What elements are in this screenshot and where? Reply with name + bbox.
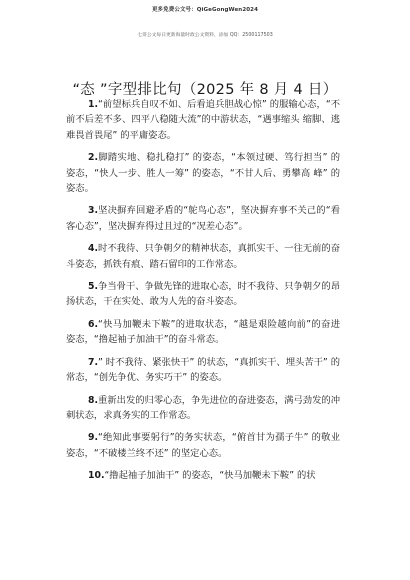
paragraph-text: “撸起袖子加油干” 的姿态，“快马加鞭未下鞍” 的状 (104, 470, 316, 482)
paragraph-number: 10. (88, 470, 105, 482)
paragraph-3 (66, 203, 340, 234)
paragraph-text: 坚决摒弃回避矛盾的“鸵鸟心态”，坚决摒弃事不关己的“看客心态”，坚决摒弃得过且过的“况差心态”。 (66, 205, 340, 232)
paragraph-8 (66, 393, 340, 424)
paragraph-5 (66, 279, 340, 310)
promo-header: 更多免费公文号：QiGeGongWen2024 (151, 7, 259, 13)
paragraph-text: “快马加鞭未下鞍”的进取状态，“越是艰险越向前”的奋进姿态，“撸起袖子加油干”的奋斗常态。 (66, 318, 340, 346)
paragraph-number: 2. (88, 152, 99, 164)
paragraph-number: 5. (88, 281, 99, 293)
document-title: “态 ”字型排比句（2025 年 8 月 4 日） (72, 82, 338, 98)
paragraph-text: “绝知此事要躬行”的务实状态，“俯首甘为孺子牛” 的敬业姿态，“不破楼兰终不还” 的坚定心态。 (66, 432, 340, 459)
paragraph-number: 9. (88, 432, 99, 444)
paragraph-7 (66, 355, 340, 386)
source-note: 七哥公文每日更新海量时政公文资料，添加 QQ：2500117503 (137, 33, 273, 38)
paragraph-text: ” 时不我待、紧张快干” 的状态，“真抓实干、埋头苦干” 的常态，“创先争优、务实巧干” 的姿态。 (66, 356, 340, 384)
paragraph-text: “前望标兵自叹不如、后看追兵胆战心惊” 的服输心态，“不前不后差不多、四平八稳随大流”的中游状态，“遇事缩头 缩脚、逃难畏首畏尾” 的平庸姿态。 (66, 99, 340, 141)
paragraph-text: 争当骨干、争做先锋的进取心态，时不我待、只争朝夕的昂扬状态，干在实处、敢为人先的奋斗姿态。 (66, 281, 340, 308)
paragraph-number: 4. (88, 243, 99, 255)
paragraph-1 (66, 97, 340, 143)
document-body (66, 97, 340, 491)
paragraph-6 (66, 317, 340, 348)
paragraph-text: 重新出发的归零心态，争先进位的奋进姿态，满弓劲发的冲刺状态，求真务实的工作常态。 (66, 394, 340, 421)
paragraph-text: 脚踏实地、稳扎稳打” 的姿态，“本领过硬、笃行担当” 的姿态，“快人一步、胜人一筹” 的姿态，“不甘人后、勇攀高 峰” 的姿态。 (66, 152, 340, 195)
paragraph-2 (66, 150, 340, 196)
paragraph-10 (66, 468, 340, 483)
paragraph-number: 1. (88, 99, 99, 110)
paragraph-9 (66, 430, 340, 461)
paragraph-number: 7. (88, 356, 99, 368)
paragraph-text: 时不我待、只争朝夕的精神状态，真抓实干、一往无前的奋斗姿态，抓铁有痕、踏石留印的工作常态。 (66, 243, 340, 270)
paragraph-4 (66, 241, 340, 272)
paragraph-number: 6. (88, 318, 99, 330)
paragraph-number: 8. (88, 394, 99, 406)
paragraph-number: 3. (88, 205, 99, 217)
